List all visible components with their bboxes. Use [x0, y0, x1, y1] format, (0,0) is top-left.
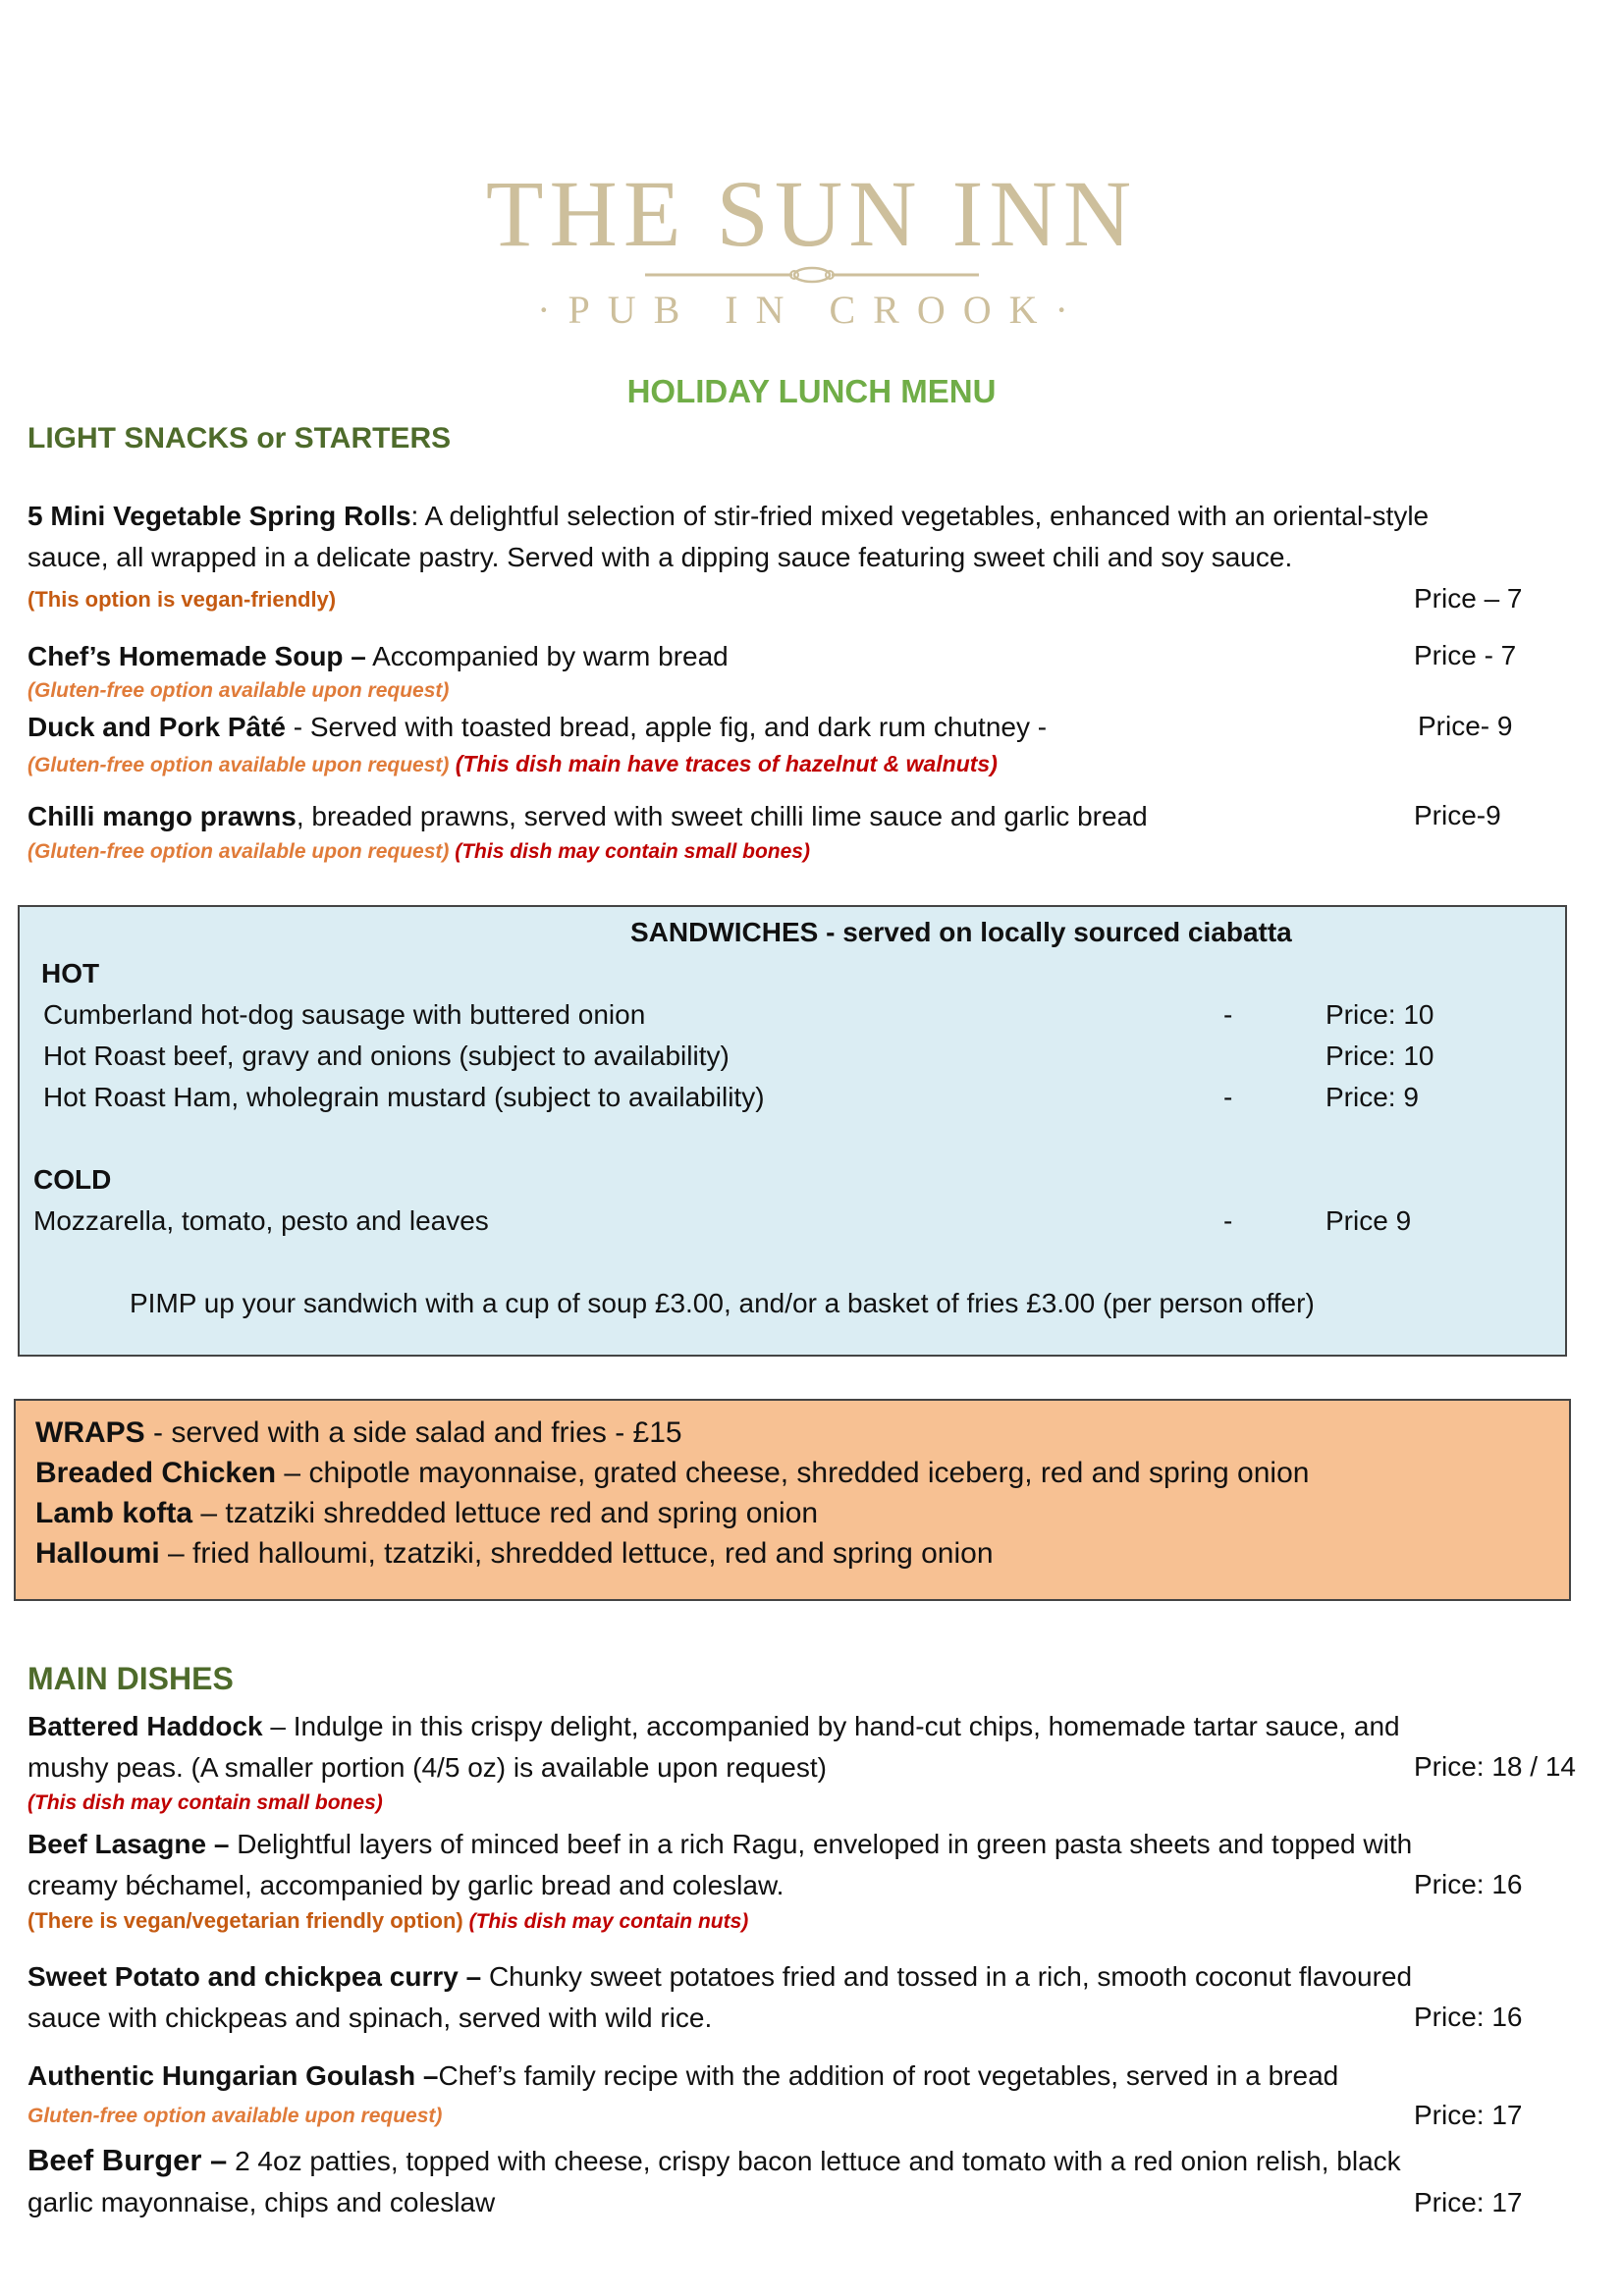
wraps-title: WRAPS — [35, 1416, 145, 1449]
item-notes — [27, 840, 810, 864]
menu-item-spring-rolls — [27, 496, 1608, 578]
item-note: (Gluten-free option available upon request) — [27, 754, 450, 776]
sandwich-dash: - — [1223, 1205, 1233, 1236]
wrap-desc: – chipotle mayonnaise, grated cheese, shredded iceberg, red and spring onion — [276, 1457, 1310, 1489]
wrap-item — [35, 1453, 1549, 1493]
sandwich-name: Hot Roast beef, gravy and onions (subject to availability) — [43, 1041, 730, 1071]
item-name: Authentic Hungarian Goulash – — [27, 2060, 439, 2091]
item-warning: (This dish may contain small bones) — [449, 840, 810, 863]
item-desc-cont: sauce with chickpeas and spinach, served with wild rice. — [27, 2002, 713, 2033]
item-name: Beef Burger – — [27, 2143, 228, 2177]
item-price: Price - 7 — [1414, 640, 1517, 670]
sandwich-price: Price: 10 — [1325, 999, 1434, 1030]
item-price: Price-9 — [1414, 800, 1501, 830]
item-warning: (This dish main have traces of hazelnut & walnuts) — [449, 751, 998, 776]
item-price: Price: 16 — [1414, 2002, 1523, 2032]
sandwich-dash: - — [1223, 999, 1233, 1030]
item-warning: (This dish may contain small bones) — [27, 1791, 383, 1814]
item-desc-cont: creamy béchamel, accompanied by garlic bread and coleslaw. — [27, 1870, 784, 1900]
item-note: (This option is vegan-friendly) — [27, 587, 337, 612]
item-price: Price- 9 — [1418, 711, 1513, 741]
item-desc: 2 4oz patties, topped with cheese, crispy bacon lettuce and tomato with a red onion relish, black — [227, 2146, 1401, 2176]
sandwich-price: Price: 9 — [1325, 1082, 1419, 1112]
menu-item-prawns — [27, 796, 1148, 837]
wrap-name: Halloumi — [35, 1537, 160, 1570]
sandwiches-hot-label: HOT — [41, 958, 100, 988]
item-desc: - Served with toasted bread, apple fig, and dark rum chutney - — [285, 712, 1048, 742]
menu-item-goulash — [27, 2056, 1613, 2097]
sandwich-price: Price: 10 — [1325, 1041, 1434, 1071]
sandwich-dash: - — [1223, 1082, 1233, 1112]
item-price: Price: 16 — [1414, 1869, 1523, 1899]
item-note: (Gluten-free option available upon request) — [27, 840, 450, 863]
menu-item-lasagne — [27, 1824, 1613, 1906]
sandwiches-heading: SANDWICHES - served on locally sourced ciabatta — [630, 917, 1292, 947]
wrap-item — [35, 1533, 1549, 1574]
sandwich-offer: PIMP up your sandwich with a cup of soup £3.00, and/or a basket of fries £3.00 (per person offer) — [130, 1288, 1315, 1318]
item-note: (Gluten-free option available upon request) — [27, 679, 450, 702]
item-desc: Accompanied by warm bread — [365, 641, 729, 671]
item-price: Price: 17 — [1414, 2100, 1523, 2130]
starters-heading: LIGHT SNACKS or STARTERS — [27, 422, 452, 454]
menu-item-burger — [27, 2140, 1613, 2223]
wrap-desc: – fried halloumi, tzatziki, shredded lettuce, red and spring onion — [159, 1537, 994, 1570]
menu-item-haddock — [27, 1706, 1613, 1789]
menu-item-curry — [27, 1956, 1613, 2039]
item-name: Sweet Potato and chickpea curry – — [27, 1961, 482, 1992]
wrap-name: Lamb kofta — [35, 1497, 193, 1529]
item-warning: (This dish may contain nuts) — [462, 1910, 749, 1933]
item-price: Price: 18 / 14 — [1414, 1751, 1576, 1782]
wraps-box — [14, 1399, 1571, 1601]
mains-heading: MAIN DISHES — [27, 1661, 234, 1696]
item-name: Chilli mango prawns — [27, 801, 297, 831]
logo — [0, 161, 1623, 333]
item-name: 5 Mini Vegetable Spring Rolls — [27, 501, 411, 531]
sandwich-name: Mozzarella, tomato, pesto and leaves — [33, 1205, 489, 1236]
item-name: Duck and Pork Pâté — [27, 712, 286, 742]
item-desc: Delightful layers of minced beef in a rich Ragu, enveloped in green pasta sheets and topped with — [229, 1829, 1413, 1859]
item-note: (There is vegan/vegetarian friendly option) — [27, 1908, 463, 1933]
item-desc: Chunky sweet potatoes fried and tossed in a rich, smooth coconut flavoured — [481, 1961, 1413, 1992]
item-notes — [27, 751, 998, 777]
sandwiches-cold-label: COLD — [33, 1164, 112, 1195]
logo-flourish — [645, 265, 979, 285]
sandwiches-box — [18, 905, 1567, 1357]
item-desc: Chef’s family recipe with the addition of root vegetables, served in a bread — [438, 2060, 1339, 2091]
item-desc-cont: garlic mayonnaise, chips and coleslaw — [27, 2187, 496, 2217]
sandwich-price: Price 9 — [1325, 1205, 1412, 1236]
wraps-desc: - served with a side salad and fries - £15 — [144, 1416, 682, 1449]
logo-title: THE SUN INN — [485, 161, 1138, 266]
menu-title: HOLIDAY LUNCH MENU — [626, 373, 997, 409]
item-name: Chef’s Homemade Soup – — [27, 641, 366, 671]
item-price: Price – 7 — [1414, 583, 1523, 614]
logo-subtitle: ·PUB IN CROOK· — [537, 288, 1086, 332]
item-note: Gluten-free option available upon request) — [27, 2105, 443, 2127]
wrap-desc: – tzatziki shredded lettuce red and spring onion — [192, 1497, 819, 1529]
item-name: Battered Haddock — [27, 1711, 263, 1741]
sandwich-name: Hot Roast Ham, wholegrain mustard (subject to availability) — [43, 1082, 765, 1112]
item-desc-cont: sauce, all wrapped in a delicate pastry. Served with a dipping sauce featuring sweet chili and soy sauce. — [27, 542, 1293, 572]
item-desc: , breaded prawns, served with sweet chilli lime sauce and garlic bread — [296, 801, 1148, 831]
wrap-item — [35, 1493, 1549, 1533]
menu-item-soup — [27, 636, 729, 677]
item-desc-cont: mushy peas. (A smaller portion (4/5 oz) is available upon request) — [27, 1752, 827, 1783]
wrap-name: Breaded Chicken — [35, 1457, 277, 1489]
item-price: Price: 17 — [1414, 2187, 1523, 2217]
item-notes — [27, 1908, 748, 1934]
item-name: Beef Lasagne – — [27, 1829, 230, 1859]
item-desc: – Indulge in this crispy delight, accompanied by hand-cut chips, homemade tartar sauce, and — [262, 1711, 1400, 1741]
item-desc: : A delightful selection of stir-fried mixed vegetables, enhanced with an oriental-style — [410, 501, 1430, 531]
menu-item-pate — [27, 707, 1047, 748]
sandwich-name: Cumberland hot-dog sausage with buttered onion — [43, 999, 646, 1030]
